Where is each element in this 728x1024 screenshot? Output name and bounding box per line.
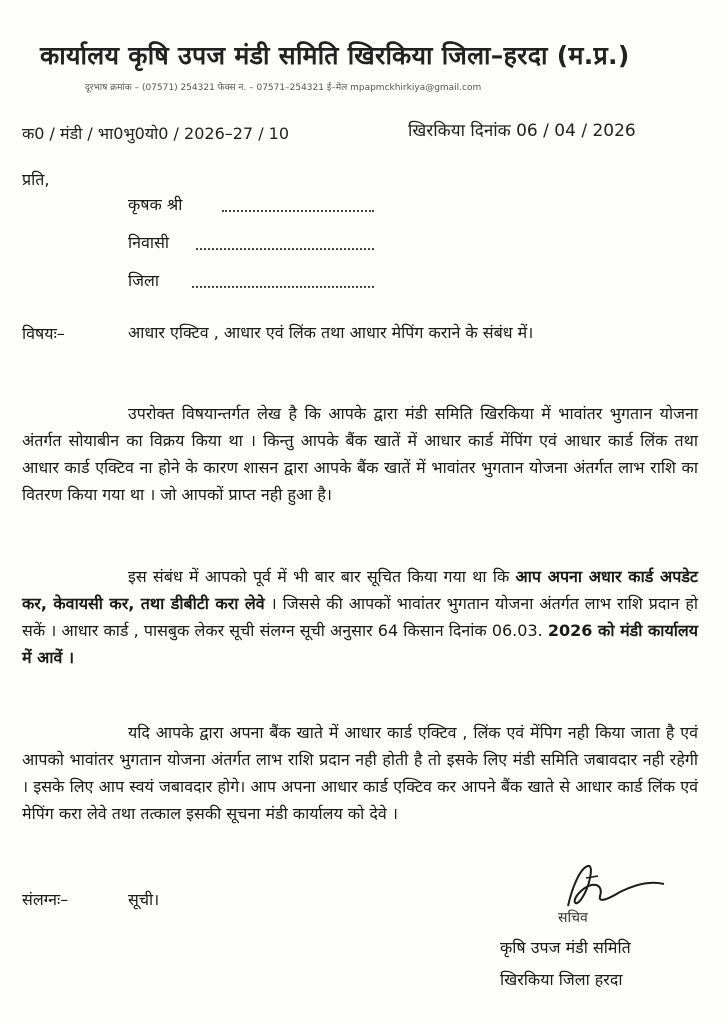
paragraph-1-text: उपरोक्त विषयान्तर्गत लेख है कि आपके द्वारा मंडी समिति खिरकिया में भावांतर भुगतान योजना अंतर्गत सोयाबीन का विक्रय किया था । किन्तु आपके बैंक खातें में आधार कार्ड मेंपिंग एवं आधार कार्ड लिंक तथा आधार कार्ड एक्टिव ना होने के कारण शासन द्वारा आपके बैंक खातें में भावांतर भुगतान योजना अंतर्गत लाभ राशि का वितरण किया गया था । जो आपकों प्राप्त नही हुआ है। xyxy=(22,404,698,504)
office-contact: दूरभाष क्रमांक – (07571) 254321 फेक्स न. – 07571–254321 ई–मेल mpapmckhirkiya@gmail.com xyxy=(85,83,482,93)
paragraph-2-intro: इस संबंध में आपको पूर्व में भी बार बार सूचित किया गया था कि xyxy=(128,567,510,586)
place-date: खिरकिया दिनांक 06 / 04 / 2026 xyxy=(408,121,636,141)
residence-label: निवासी xyxy=(128,233,170,252)
district-label: जिला xyxy=(128,271,160,290)
farmer-name-blank xyxy=(222,210,374,212)
subject-text: आधार एक्टिव , आधार एवं लिंक तथा आधार मेपिंग कराने के संबंध में। xyxy=(128,323,534,342)
office-title: कार्यालय कृषि उपज मंडी समिति खिरकिया जिला–हरदा (म.प्र.) xyxy=(40,41,630,70)
enclosure-value: सूची। xyxy=(128,890,160,909)
reference-number: क0 / मंडी / भा0भु0यो0 / 2026–27 / 10 xyxy=(22,124,290,143)
enclosure-label: संलग्नः– xyxy=(22,890,69,909)
paragraph-3-text: यदि आपके द्वारा अपना बैंक खाते में आधार कार्ड एक्टिव , लिंक एवं मेंपिग नही किया जाता है एवं आपको भावांतर भुगतान योजना अंतर्गत लाभ राशि प्रदान नही होती है तो इसके लिए मंडी समिति जबावदार नही रहेगी । इसके लिए आप स्वयं जबावदार होगे। आप अपना आधार कार्ड एक्टिव कर आपने बैंक खाते से आधार कार्ड लिंक एवं मेपिंग करा लेवे तथा तत्काल इसकी सूचना मंडी कार्यालय को देवे । xyxy=(22,723,698,823)
signatory-title: सचिव xyxy=(558,910,588,926)
district-blank xyxy=(192,286,374,288)
paragraph-2 xyxy=(22,563,698,671)
subject-label: विषयः– xyxy=(22,324,65,343)
paragraph-2-bold: आप अपना अधार कार्ड अपडेट कर, केवायसी कर, तथा डीबीटी करा लेवे xyxy=(22,567,698,613)
signatory-org-line-1: कृषि उपज मंडी समिति xyxy=(500,938,631,957)
residence-blank xyxy=(196,248,374,250)
farmer-name-label: कृषक श्री xyxy=(128,195,183,214)
paragraph-2-rest: । जिससे की आपकों भावांतर भुगतान योजना अंतर्गत लाभ राशि प्रदान हो सकें । आधार कार्ड , पासबुक लेकर सूची संलग्न सूची अनुसार 64 किसान दिनांक 06.03. xyxy=(22,594,698,640)
paragraph-1 xyxy=(22,400,698,508)
paragraph-2-bold-2: 2026 को मंडी कार्यालय में आवें । xyxy=(22,621,698,667)
paragraph-3 xyxy=(22,719,698,827)
signatory-org-line-2: खिरकिया जिला हरदा xyxy=(500,970,623,989)
addressee-label: प्रति, xyxy=(22,170,50,189)
